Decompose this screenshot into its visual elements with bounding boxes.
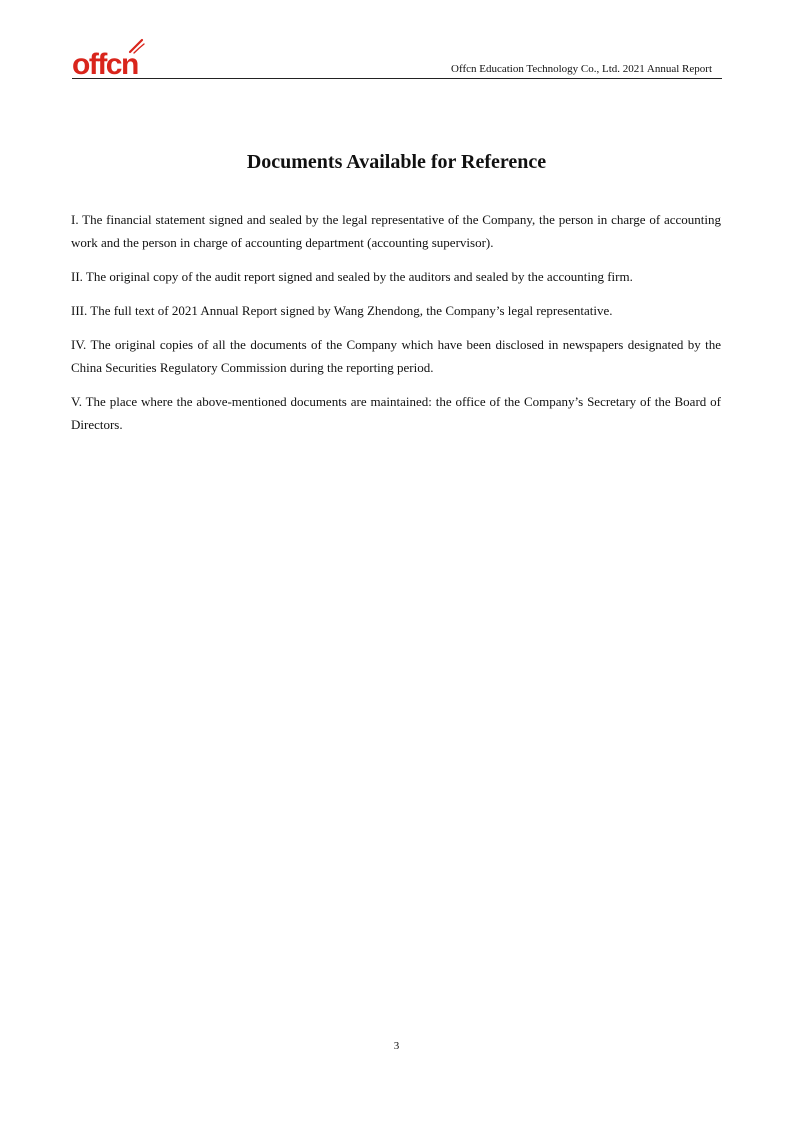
header-report-title: Offcn Education Technology Co., Ltd. 2021 Annual Report xyxy=(451,63,712,75)
reference-item-3: III. The full text of 2021 Annual Report signed by Wang Zhendong, the Company’s legal representative. xyxy=(71,303,613,318)
offcn-logo xyxy=(72,38,148,78)
reference-item-1: I. The financial statement signed and sealed by the legal representative of the Company, the person in charge of accounting work and the person in charge of accounting department (accounting supervisor). xyxy=(71,212,721,250)
page-header xyxy=(72,36,722,80)
page-title: Documents Available for Reference xyxy=(246,151,547,173)
page-number: 3 xyxy=(393,1040,400,1052)
reference-item-5: V. The place where the above-mentioned documents are maintained: the office of the Company’s Secretary of the Board of Directors. xyxy=(71,394,721,432)
reference-item-2: II. The original copy of the audit report signed and sealed by the auditors and sealed by the accounting firm. xyxy=(71,269,633,284)
reference-item-4: IV. The original copies of all the documents of the Company which have been disclosed in newspapers designated by the China Securities Regulatory Commission during the reporting period. xyxy=(71,337,721,375)
header-divider xyxy=(72,78,722,79)
reference-documents-list xyxy=(71,208,721,447)
svg-text:offcn: offcn xyxy=(72,48,138,78)
